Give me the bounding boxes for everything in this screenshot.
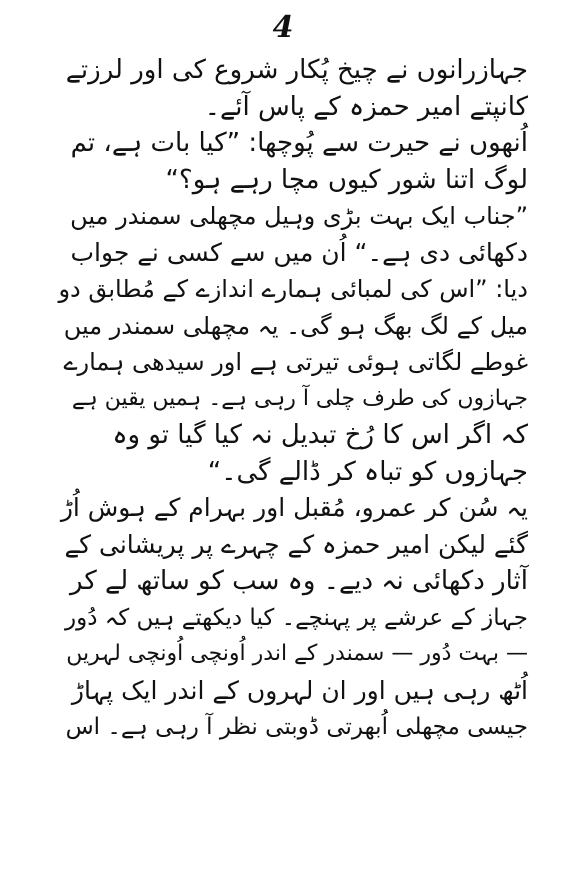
text-line: دکھائی دی ہے۔“ اُن میں سے کسی نے جواب xyxy=(70,237,528,267)
text-line: جہازوں کی طرف چلی آ رہی ہے۔ ہمیں یقین ہے xyxy=(71,385,528,411)
text-line: لوگ اتنا شور کیوں مچا رہے ہو؟“ xyxy=(165,164,528,195)
text-line: جیسی مچھلی اُبھرتی ڈوبتی نظر آ رہی ہے۔ اس xyxy=(65,714,528,740)
text-line: میل کے لگ بھگ ہو گی۔ یہ مچھلی سمندر میں xyxy=(63,311,528,340)
page-number: 4 xyxy=(272,10,294,45)
text-line: — بہت دُور — سمندر کے اندر اُونچی اُونچی لہریں xyxy=(66,641,528,666)
text-line: جہاز کے عرشے پر پہنچے۔ کیا دیکھتے ہیں کہ دُور xyxy=(65,604,528,631)
text-line: جہازوں کو تباہ کر ڈالے گی۔“ xyxy=(207,456,528,487)
text-line: کہ اگر اس کا رُخ تبدیل نہ کیا گیا تو وہ xyxy=(112,420,528,450)
text-line: آثار دکھائی نہ دیے۔ وہ سب کو ساتھ لے کر xyxy=(69,566,528,596)
text-line: یہ سُن کر عمرو، مُقبل اور بہرام کے ہوش اُڑ xyxy=(60,493,528,522)
text-line: کانپتے امیر حمزہ کے پاس آئے۔ xyxy=(204,91,528,122)
text-line: ”جناب ایک بہت بڑی وہیل مچھلی سمندر میں xyxy=(70,202,528,230)
text-line: اُٹھ رہی ہیں اور ان لہروں کے اندر ایک پہاڑ xyxy=(71,675,528,705)
text-line: اُنھوں نے حیرت سے پُوچھا: ”کیا بات ہے، تم xyxy=(70,128,528,158)
text-line: غوطے لگاتی ہوئی تیرتی ہے اور سیدھی ہمارے xyxy=(63,348,528,376)
text-line: دیا: ”اس کی لمبائی ہمارے اندازے کے مُطابق دو xyxy=(58,275,528,303)
text-line: جہازرانوں نے چیخ پُکار شروع کی اور لرزتے xyxy=(65,55,528,85)
body-text xyxy=(58,52,528,746)
text-line: گئے لیکن امیر حمزہ کے چہرے پر پریشانی کے xyxy=(64,529,528,559)
